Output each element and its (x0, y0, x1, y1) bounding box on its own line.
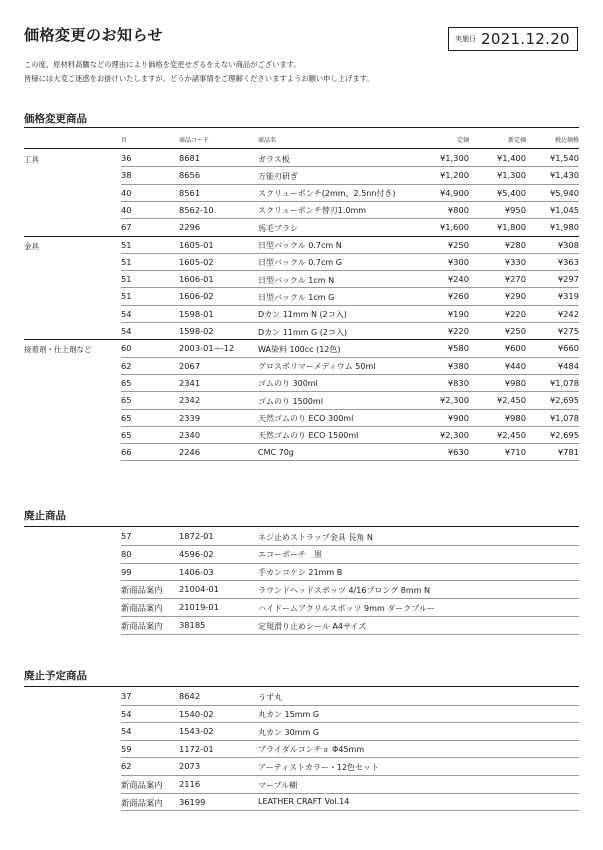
page-number: 65 (121, 412, 132, 423)
product-code: 2116 (179, 779, 201, 789)
section-divider (24, 526, 579, 527)
product-code: 2341 (179, 377, 201, 388)
category-label: 接着剤・仕上剤など (24, 345, 92, 355)
old-price: ¥300 (447, 256, 469, 267)
product-name: 日型バックル 0.7cm G (258, 258, 342, 268)
tax-included-price: ¥319 (557, 291, 579, 302)
product-code: 2073 (179, 761, 201, 772)
product-name: 万能刃研ぎ (258, 171, 298, 181)
tax-included-price: ¥2,695 (549, 429, 579, 440)
row-divider (121, 775, 579, 776)
product-code: 2003-01~-12 (179, 343, 235, 354)
product-name: ネジ止めストラップ金具 長角 N (258, 532, 373, 542)
tax-included-price: ¥1,430 (549, 170, 579, 181)
new-price: ¥270 (504, 274, 526, 285)
table-header-rule (24, 148, 579, 149)
intro-line-2: 皆様には大変ご迷惑をお掛けいたしますが、どうか諸事情をご理解くださいますようお願い申し上げます。 (24, 74, 374, 83)
new-price: ¥980 (504, 412, 526, 423)
product-code: 1605-01 (179, 239, 214, 250)
row-divider (121, 443, 579, 444)
product-code: 1872-01 (179, 531, 214, 541)
product-name: ゴムのり 1500ml (258, 396, 323, 406)
row-divider (121, 740, 579, 741)
product-code: 1606-01 (179, 274, 214, 285)
row-divider (121, 218, 579, 219)
product-code: 21004-01 (179, 584, 219, 595)
product-code: 38185 (179, 620, 206, 630)
product-code: 1543-02 (179, 726, 214, 737)
product-code: 8681 (179, 153, 201, 163)
page-number: 65 (121, 395, 132, 406)
page-number: 新商品案内 (121, 585, 163, 596)
product-name: 定規滑り止めシール A4サイズ (258, 621, 367, 631)
page-number: 新商品案内 (121, 603, 163, 614)
price-change-section-title: 価格変更商品 (24, 113, 87, 125)
new-price: ¥290 (504, 291, 526, 302)
page-number: 51 (121, 256, 132, 267)
product-name: 丸カン 15mm G (258, 710, 320, 720)
tax-included-price: ¥308 (557, 239, 579, 250)
header-old-price: 定価 (456, 137, 469, 144)
old-price: ¥900 (447, 412, 469, 423)
header-code: 商品コード (179, 137, 210, 144)
page-number: 51 (121, 291, 132, 302)
page-number: 新商品案内 (121, 621, 163, 631)
row-divider (121, 305, 579, 306)
product-code: 2296 (179, 222, 201, 233)
row-divider (121, 287, 579, 288)
tax-included-price: ¥484 (557, 360, 579, 371)
product-code: 21019-01 (179, 602, 219, 613)
product-code: 1172-01 (179, 743, 214, 754)
row-divider (121, 270, 579, 271)
row-divider (121, 184, 579, 185)
tax-included-price: ¥275 (557, 326, 579, 336)
row-divider (121, 598, 579, 599)
product-code: 8562-10 (179, 204, 214, 215)
product-name: エコーポーチ 黒 (258, 550, 322, 560)
old-price: ¥240 (447, 274, 469, 285)
product-name: グロスポリマーメディウム 50ml (258, 362, 376, 372)
product-name: 日型バックル 1cm N (258, 275, 335, 285)
product-name: ラウンドヘッドスポッツ 4/16プロング 8mm N (258, 585, 431, 595)
row-divider (121, 357, 579, 358)
row-divider (121, 580, 579, 581)
new-price: ¥250 (504, 326, 526, 336)
product-code: 36199 (179, 796, 206, 807)
page-number: 62 (121, 360, 132, 371)
tax-included-price: ¥1,540 (549, 153, 579, 163)
group-divider (24, 339, 579, 340)
product-name: ガラス板 (258, 154, 290, 164)
old-price: ¥190 (447, 308, 469, 319)
new-price: ¥2,450 (496, 395, 526, 406)
old-price: ¥630 (447, 447, 469, 458)
product-name: マーブル糊 (258, 780, 298, 790)
product-code: 1406-03 (179, 566, 214, 577)
header-tax-price: 税込価格 (554, 137, 579, 144)
table-end-rule (121, 460, 579, 461)
effective-date: 2021.12.20 (481, 30, 570, 48)
row-divider (121, 201, 579, 202)
section-divider (24, 127, 579, 128)
category-label: 金具 (24, 241, 39, 251)
category-label: 工具 (24, 155, 39, 164)
old-price: ¥260 (447, 291, 469, 302)
page-number: 60 (121, 343, 132, 354)
new-price: ¥710 (504, 447, 526, 458)
page-number: 新商品案内 (121, 780, 163, 790)
row-divider (121, 253, 579, 254)
new-price: ¥1,300 (496, 170, 526, 181)
new-price: ¥980 (504, 377, 526, 388)
new-price: ¥600 (504, 343, 526, 354)
row-divider (121, 634, 579, 635)
product-code: 1598-02 (179, 326, 214, 336)
tax-included-price: ¥660 (557, 343, 579, 354)
page-number: 36 (121, 153, 132, 163)
page-number: 54 (121, 326, 132, 336)
product-name: うず丸 (258, 692, 282, 702)
row-divider (121, 793, 579, 794)
page-title: 価格変更のお知らせ (24, 26, 164, 44)
row-divider (121, 409, 579, 410)
new-price: ¥440 (504, 360, 526, 371)
product-code: 1605-02 (179, 256, 214, 267)
product-code: 4596-02 (179, 548, 214, 559)
product-name: WA染料 100cc (12色) (258, 344, 341, 354)
product-name: 天然ゴムのり ECO 1500ml (258, 431, 359, 441)
tax-included-price: ¥5,940 (549, 187, 579, 198)
page-number: 65 (121, 377, 132, 388)
discontinued-section-title: 廃止商品 (24, 510, 66, 522)
header-new-price: 新定価 (507, 137, 526, 144)
header-page: 頁 (121, 137, 128, 144)
row-divider (121, 563, 579, 564)
product-code: 8656 (179, 170, 201, 181)
new-price: ¥950 (504, 204, 526, 215)
product-name: CMC 70g (258, 447, 294, 457)
effective-date-box (448, 27, 578, 51)
row-divider (121, 757, 579, 758)
product-name: ハイドームアクリルスポッツ 9mm ダークブルー (258, 603, 435, 613)
page-number: 51 (121, 239, 132, 250)
page-number: 59 (121, 743, 132, 754)
row-divider (121, 426, 579, 427)
tax-included-price: ¥781 (557, 447, 579, 458)
row-divider (121, 545, 579, 546)
new-price: ¥280 (504, 239, 526, 250)
intro-line-1: この度、原材料高騰などの理由により価格を変更せざるをえない商品がございます。 (24, 60, 301, 69)
page-number: 54 (121, 308, 132, 319)
new-price: ¥2,450 (496, 429, 526, 440)
page-number: 57 (121, 531, 132, 541)
old-price: ¥250 (447, 239, 469, 250)
tax-included-price: ¥242 (557, 308, 579, 319)
product-name: 天然ゴムのり ECO 300ml (258, 414, 354, 423)
old-price: ¥2,300 (439, 429, 469, 440)
row-divider (121, 391, 579, 392)
page-number: 66 (121, 447, 132, 458)
tax-included-price: ¥2,695 (549, 395, 579, 406)
old-price: ¥830 (447, 377, 469, 388)
old-price: ¥800 (447, 204, 469, 215)
row-divider (121, 722, 579, 723)
product-name: Dカン 11mm G (2コ入) (258, 327, 348, 337)
new-price: ¥5,400 (496, 187, 526, 198)
page-number: 51 (121, 274, 132, 285)
row-divider (121, 166, 579, 167)
tax-included-price: ¥1,045 (549, 204, 579, 215)
row-divider (121, 705, 579, 706)
to-discontinue-section-title: 廃止予定商品 (24, 670, 87, 682)
row-divider (121, 322, 579, 323)
page-number: 38 (121, 170, 132, 181)
product-name: スクリューポンチ替刃1.0mm (258, 206, 367, 216)
product-name: Dカン 11mm N (2コ入) (258, 310, 347, 320)
product-name: 手カンコケシ 21mm B (258, 568, 343, 578)
product-name: スクリューポンチ(2mm、2.5nn付き) (258, 189, 396, 199)
product-name: LEATHER CRAFT Vol.14 (258, 797, 350, 807)
new-price: ¥1,800 (496, 222, 526, 233)
old-price: ¥220 (447, 326, 469, 336)
product-code: 2246 (179, 447, 201, 458)
product-code: 1540-02 (179, 708, 214, 719)
old-price: ¥580 (447, 343, 469, 354)
new-price: ¥330 (504, 256, 526, 267)
page-number: 54 (121, 726, 132, 737)
product-name: 丸カン 30mm G (258, 727, 320, 737)
effective-date-label: 実施日 (455, 35, 476, 43)
product-code: 2340 (179, 429, 201, 440)
product-code: 1598-01 (179, 308, 214, 319)
tax-included-price: ¥363 (557, 256, 579, 267)
product-name: ゴムのり 300ml (258, 379, 318, 389)
old-price: ¥380 (447, 360, 469, 371)
product-code: 2339 (179, 412, 201, 423)
product-name: 馬毛ブラシ (258, 223, 298, 233)
product-code: 2067 (179, 360, 201, 371)
product-name: ブライダルコンチョ Φ45mm (258, 745, 365, 755)
page-number: 40 (121, 204, 132, 215)
product-code: 8561 (179, 187, 201, 198)
new-price: ¥220 (504, 308, 526, 319)
page-number: 67 (121, 222, 132, 233)
product-code: 2342 (179, 395, 201, 406)
tax-included-price: ¥1,980 (549, 222, 579, 233)
new-price: ¥1,400 (496, 153, 526, 163)
page-number: 40 (121, 187, 132, 198)
tax-included-price: ¥1,078 (549, 377, 579, 388)
product-name: アーティストカラー・12色セット (258, 762, 380, 772)
product-name: 日型バックル 1cm G (258, 292, 335, 302)
old-price: ¥2,300 (439, 395, 469, 406)
row-divider (121, 616, 579, 617)
old-price: ¥1,200 (439, 170, 469, 181)
tax-included-price: ¥1,078 (549, 412, 579, 423)
tax-included-price: ¥297 (557, 274, 579, 285)
product-name: 日型バックル 0.7cm N (258, 241, 342, 250)
page-number: 37 (121, 691, 132, 701)
page-number: 54 (121, 708, 132, 719)
page-number: 62 (121, 761, 132, 772)
old-price: ¥4,900 (439, 187, 469, 198)
page-number: 99 (121, 566, 132, 577)
row-divider (121, 810, 579, 811)
page-number: 80 (121, 548, 132, 559)
page-number: 新商品案内 (121, 797, 163, 808)
section-divider (24, 686, 579, 687)
product-code: 8642 (179, 691, 201, 701)
header-name: 商品名 (258, 137, 277, 144)
page-number: 65 (121, 429, 132, 440)
product-code: 1606-02 (179, 291, 214, 302)
row-divider (121, 374, 579, 375)
old-price: ¥1,600 (439, 222, 469, 233)
group-divider (24, 236, 579, 237)
old-price: ¥1,300 (439, 153, 469, 163)
